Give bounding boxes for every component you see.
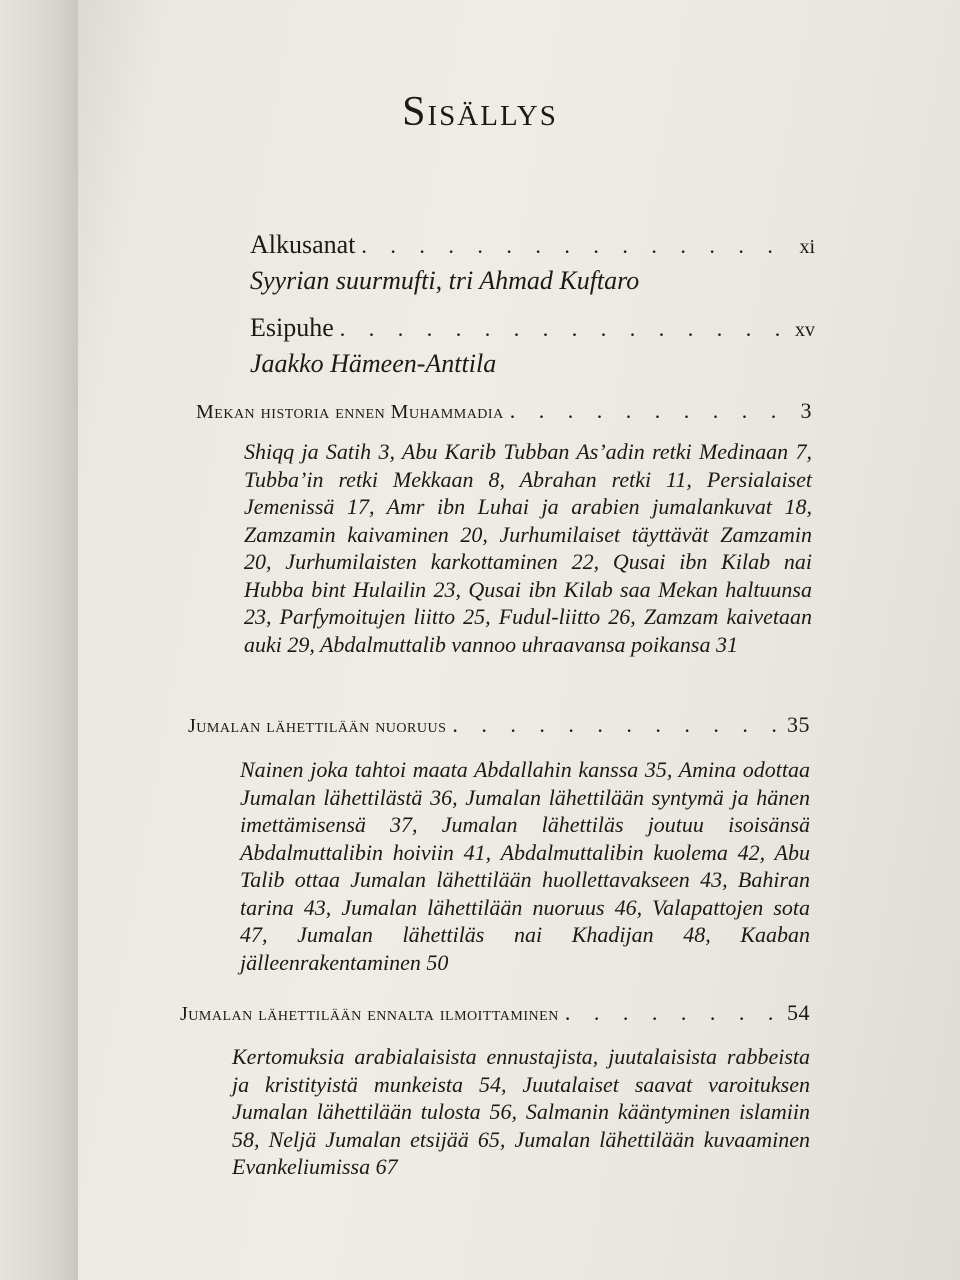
- toc-chapter-1: [196, 398, 812, 424]
- leader-dots: [361, 233, 793, 259]
- chapter-page: 3: [800, 398, 812, 423]
- chapter-title: Jumalan lähettilään ennalta ilmoittaminen: [180, 1003, 559, 1025]
- leader-dots: [510, 398, 795, 424]
- entry-page: xv: [795, 319, 815, 341]
- chapter-title: Mekan historia ennen Muhammadia: [196, 401, 504, 423]
- leader-dots: [452, 712, 781, 738]
- chapter-3-contents: Kertomuksia arabialaisista ennustajista, juutalaisista rabbeista ja kristityistä munkeista 54, Juutalaiset saavat varoituksen Jumalan lähettilään tulosta 56, Salmanin kääntyminen islamiin 58, Neljä Jumalan etsijää 65, Jumalan lähettilään kuvaaminen Evankeliumissa 67: [232, 1044, 810, 1179]
- entry-author: Syyrian suurmufti, tri Ahmad Kuftaro: [250, 266, 640, 295]
- leader-dots: [565, 1000, 781, 1026]
- page-title: Sisällys: [402, 89, 558, 135]
- toc-chapter-2: [188, 712, 810, 738]
- entry-label: Alkusanat: [250, 230, 356, 259]
- chapter-page: 54: [787, 1000, 810, 1025]
- chapter-title: Jumalan lähettilään nuoruus: [188, 715, 447, 737]
- chapter-page: 35: [787, 712, 810, 737]
- chapter-1-contents: Shiqq ja Satih 3, Abu Karib Tubban As’adin retki Medinaan 7, Tubba’in retki Mekkaan 8, Abrahan retki 11, Persialaiset Jemenissä 17, Amr ibn Luhai ja arabien jumalankuvat 18, Zamzamin kaivaminen 20, Jurhumilaiset täyttävät Zamzamin 20, Jurhumilaisten karkottaminen 22, Qusai ibn Kilab nai Hubba bint Hulailin 23, Qusai ibn Kilab saa Mekan haltuunsa 23, Parfymoitujen liitto 25, Fudul-liitto 26, Zamzam kaivetaan auki 29, Abdalmuttalib vannoo uhraavansa poikansa 31: [244, 439, 812, 657]
- entry-author: Jaakko Hämeen-Anttila: [250, 349, 497, 378]
- entry-label: Esipuhe: [250, 313, 334, 342]
- toc-chapter-3: [180, 1000, 810, 1026]
- entry-page: xi: [799, 236, 815, 258]
- facing-page-edge: [0, 0, 78, 1280]
- leader-dots: [340, 316, 789, 342]
- chapter-2-contents: Nainen joka tahtoi maata Abdallahin kanssa 35, Amina odottaa Jumalan lähettilästä 36, Jumalan lähettilään syntymä ja hänen imettämisensä 37, Jumalan lähettiläs joutuu isoisänsä Abdalmuttalibin hoiviin 41, Abdalmuttalibin kuolema 42, Abu Talib ottaa Jumalan lähettilään huollettavakseen 43, Bahiran tarina 43, Jumalan lähettilään nuoruus 46, Valapattojen sota 47, Jumalan lähettiläs nai Khadijan 48, Kaaban jälleenrakentaminen 50: [240, 757, 810, 975]
- toc-entry-foreword: [250, 230, 815, 296]
- toc-entry-preface: [250, 313, 815, 379]
